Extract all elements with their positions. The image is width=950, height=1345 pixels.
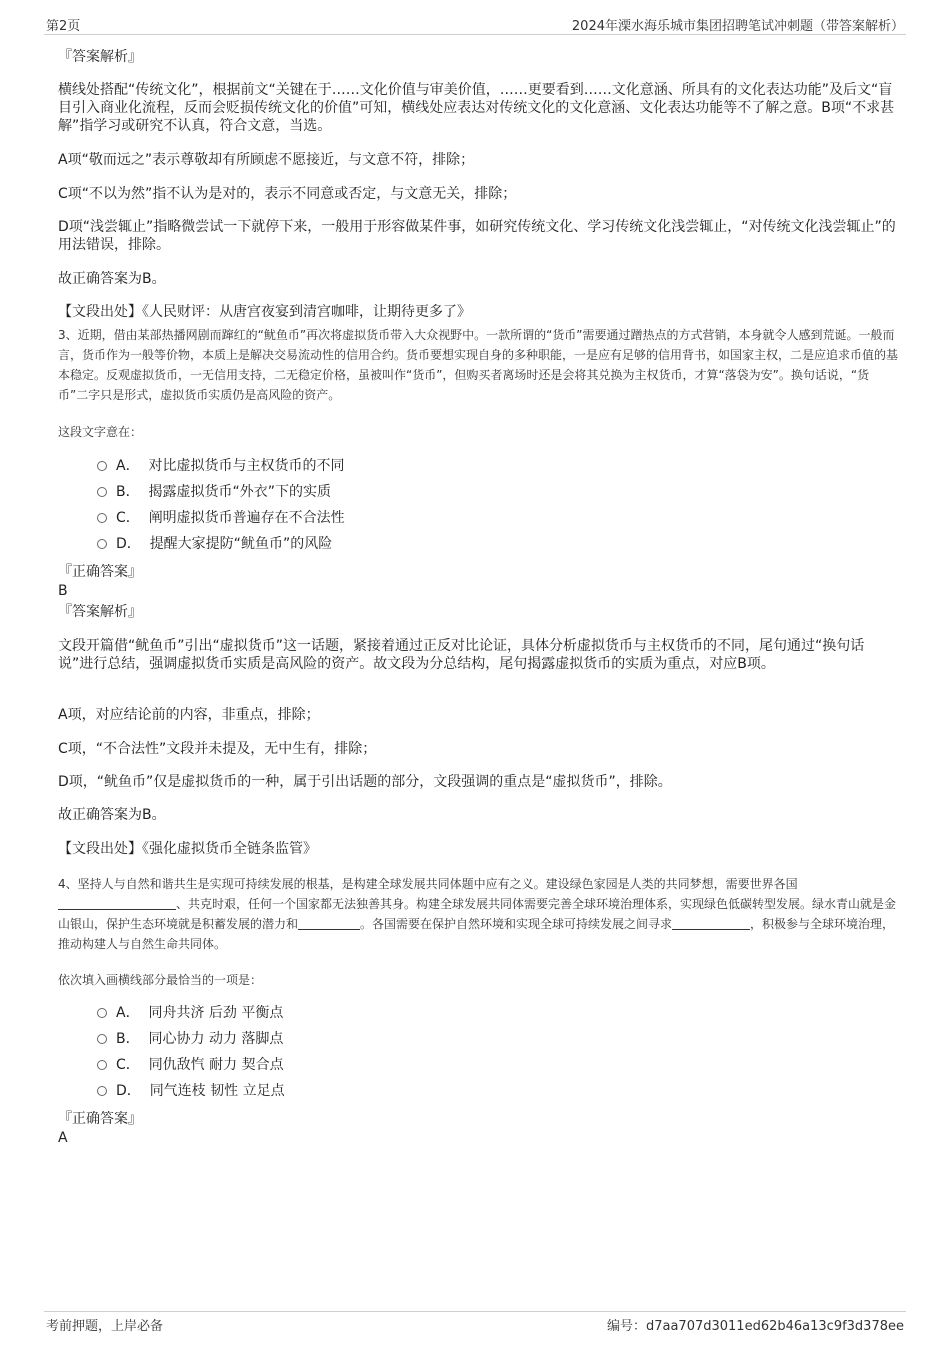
option-letter: D． — [116, 536, 141, 552]
q2-option-a-note: A项“敬而远之”表示尊敬却有所顾虑不愿接近，与文意不符，排除； — [58, 152, 475, 168]
radio-icon[interactable] — [97, 1086, 107, 1096]
option-letter: B． — [116, 1031, 140, 1047]
q2-conclusion: 故正确答案为B。 — [58, 271, 166, 287]
footer-slogan: 考前押题，上岸必备 — [46, 1319, 164, 1334]
q4-option-d[interactable] — [97, 1082, 285, 1100]
option-text: 提醒大家提防“鱿鱼币”的风险 — [149, 536, 333, 552]
q2-source: 【文段出处】《人民财评：从唐宫夜宴到清宫咖啡，让期待更多了》 — [58, 304, 471, 320]
q4-answer-label: 『正确答案』 — [58, 1111, 142, 1127]
radio-icon[interactable] — [97, 487, 107, 497]
option-text: 同仇敌忾 耐力 契合点 — [148, 1057, 284, 1073]
option-letter: A． — [116, 458, 140, 474]
q3-stem: 3、近期，借由某部热播网剧而蹿红的“鱿鱼币”再次将虚拟货币带入大众视野中。一款所谓的“货币”需要通过蹭热点的方式营销，本身就令人感到荒诞。一般而言，货币作为一般等价物，本质上是解决交易流动性的信用合约。货币要想实现自身的多种职能，一是应有足够的信用背书，如国家主权，二是应追求币值的基本稳定。反观虚拟货币，一无信用支持，二无稳定价格，虽被叫作“货币”，但购买者离场时还是会将其兑换为主权货币，才算“落袋为安”。换句话说，“货币”二字只是形式，虚拟货币实质仍是高风险的资产。 — [58, 328, 899, 402]
radio-icon[interactable] — [97, 1060, 107, 1070]
q4-option-b[interactable] — [97, 1030, 283, 1048]
page-number: 第2页 — [46, 19, 81, 34]
blank-3 — [672, 917, 750, 930]
radio-icon[interactable] — [97, 1034, 107, 1044]
q3-option-c-note: C项，“不合法性”文段并未提及，无中生有，排除； — [58, 741, 377, 757]
q3-option-d-note: D项，“鱿鱼币”仅是虚拟货币的一种，属于引出话题的部分，文段强调的重点是“虚拟货币”，排除。 — [58, 774, 672, 790]
q3-option-b[interactable] — [97, 483, 331, 501]
option-text: 对比虚拟货币与主权货币的不同 — [148, 458, 345, 474]
radio-icon[interactable] — [97, 461, 107, 471]
q4-stem-part: 4、坚持人与自然和谐共生是实现可持续发展的根基，是构建全球发展共同体题中应有之义。建设绿色家园是人类的共同梦想，需要世界各国 — [58, 877, 798, 891]
q3-analysis: 文段开篇借“鱿鱼币”引出“虚拟货币”这一话题，紧接着通过正反对比论证，具体分析虚拟货币与主权货币的不同，尾句通过“换句话说”进行总结，强调虚拟货币实质是高风险的资产。故文段为分总结构，尾句揭露虚拟货币的实质为重点，对应B项。 — [58, 638, 865, 672]
q4-answer: A — [58, 1130, 68, 1146]
option-letter: B． — [116, 484, 140, 500]
q3-conclusion: 故正确答案为B。 — [58, 807, 166, 823]
q4-stem — [58, 874, 898, 954]
q4-stem-part: 。各国需要在保护自然环境和实现全球可持续发展之间寻求 — [360, 917, 673, 931]
q3-source: 【文段出处】《强化虚拟货币全链条监管》 — [58, 841, 317, 857]
option-letter: C． — [116, 510, 140, 526]
q3-answer: B — [58, 583, 68, 599]
q3-option-a[interactable] — [97, 457, 344, 475]
q3-analysis-label: 『答案解析』 — [58, 604, 142, 620]
q4-prompt: 依次填入画横线部分最恰当的一项是： — [58, 973, 263, 987]
q4-option-c[interactable] — [97, 1056, 284, 1074]
blank-1 — [58, 897, 176, 910]
q2-option-c-note: C项“不以为然”指不认为是对的，表示不同意或否定，与文意无关，排除； — [58, 186, 517, 202]
page-footer — [44, 1311, 906, 1334]
code-label: 编号： — [606, 1319, 646, 1334]
radio-icon[interactable] — [97, 1008, 107, 1018]
q3-option-c[interactable] — [97, 509, 345, 527]
radio-icon[interactable] — [97, 539, 107, 549]
option-letter: D． — [116, 1083, 141, 1099]
option-letter: A． — [116, 1005, 140, 1021]
q2-analysis: 横线处搭配“传统文化”，根据前文“关键在于……文化价值与审美价值，……更要看到……文化意涵、所具有的文化表达功能”及后文“盲目引入商业化流程，反而会贬损传统文化的价值”可知，横线处应表达对传统文化的文化意涵、文化表达功能等不了解之意。B项“不求甚解”指学习或研究不认真，符合文意，当选。 — [58, 82, 895, 134]
q4-option-a[interactable] — [97, 1004, 283, 1022]
q4-stem-part: 、共克时艰，任何一个国家都无法独善其身。构建全球发展共同体需要完善全球环境治理体系，实现绿色低碳转型发展。绿水青山就是金山银山，保护生态环境就是积蓄发展的潜力和 — [58, 897, 897, 931]
page-header — [44, 14, 906, 35]
radio-icon[interactable] — [97, 513, 107, 523]
q3-option-d[interactable] — [97, 535, 332, 553]
option-letter: C． — [116, 1057, 140, 1073]
option-text: 同心协力 动力 落脚点 — [148, 1031, 284, 1047]
option-text: 同气连枝 韧性 立足点 — [149, 1083, 285, 1099]
q3-prompt: 这段文字意在： — [58, 425, 143, 439]
q2-option-d-note: D项“浅尝辄止”指略微尝试一下就停下来，一般用于形容做某件事，如研究传统文化、学习传统文化浅尝辄止，“对传统文化浅尝辄止”的用法错误，排除。 — [58, 219, 896, 253]
q3-option-a-note: A项，对应结论前的内容，非重点，排除； — [58, 707, 320, 723]
code-value: d7aa707d3011ed62b46a13c9f3d378ee — [645, 1319, 904, 1334]
q2-analysis-label: 『答案解析』 — [58, 49, 142, 65]
document-code — [607, 1315, 904, 1334]
option-text: 阐明虚拟货币普遍存在不合法性 — [148, 510, 345, 526]
option-text: 同舟共济 后劲 平衡点 — [148, 1005, 284, 1021]
document-title: 2024年溧水海乐城市集团招聘笔试冲刺题（带答案解析） — [571, 19, 904, 34]
blank-2 — [298, 917, 360, 930]
q4-stem-part: ，积极参与全球环境治理，推动构建人与自然生命共同体。 — [58, 917, 895, 951]
q3-answer-label: 『正确答案』 — [58, 564, 142, 580]
option-text: 揭露虚拟货币“外衣”下的实质 — [148, 484, 332, 500]
